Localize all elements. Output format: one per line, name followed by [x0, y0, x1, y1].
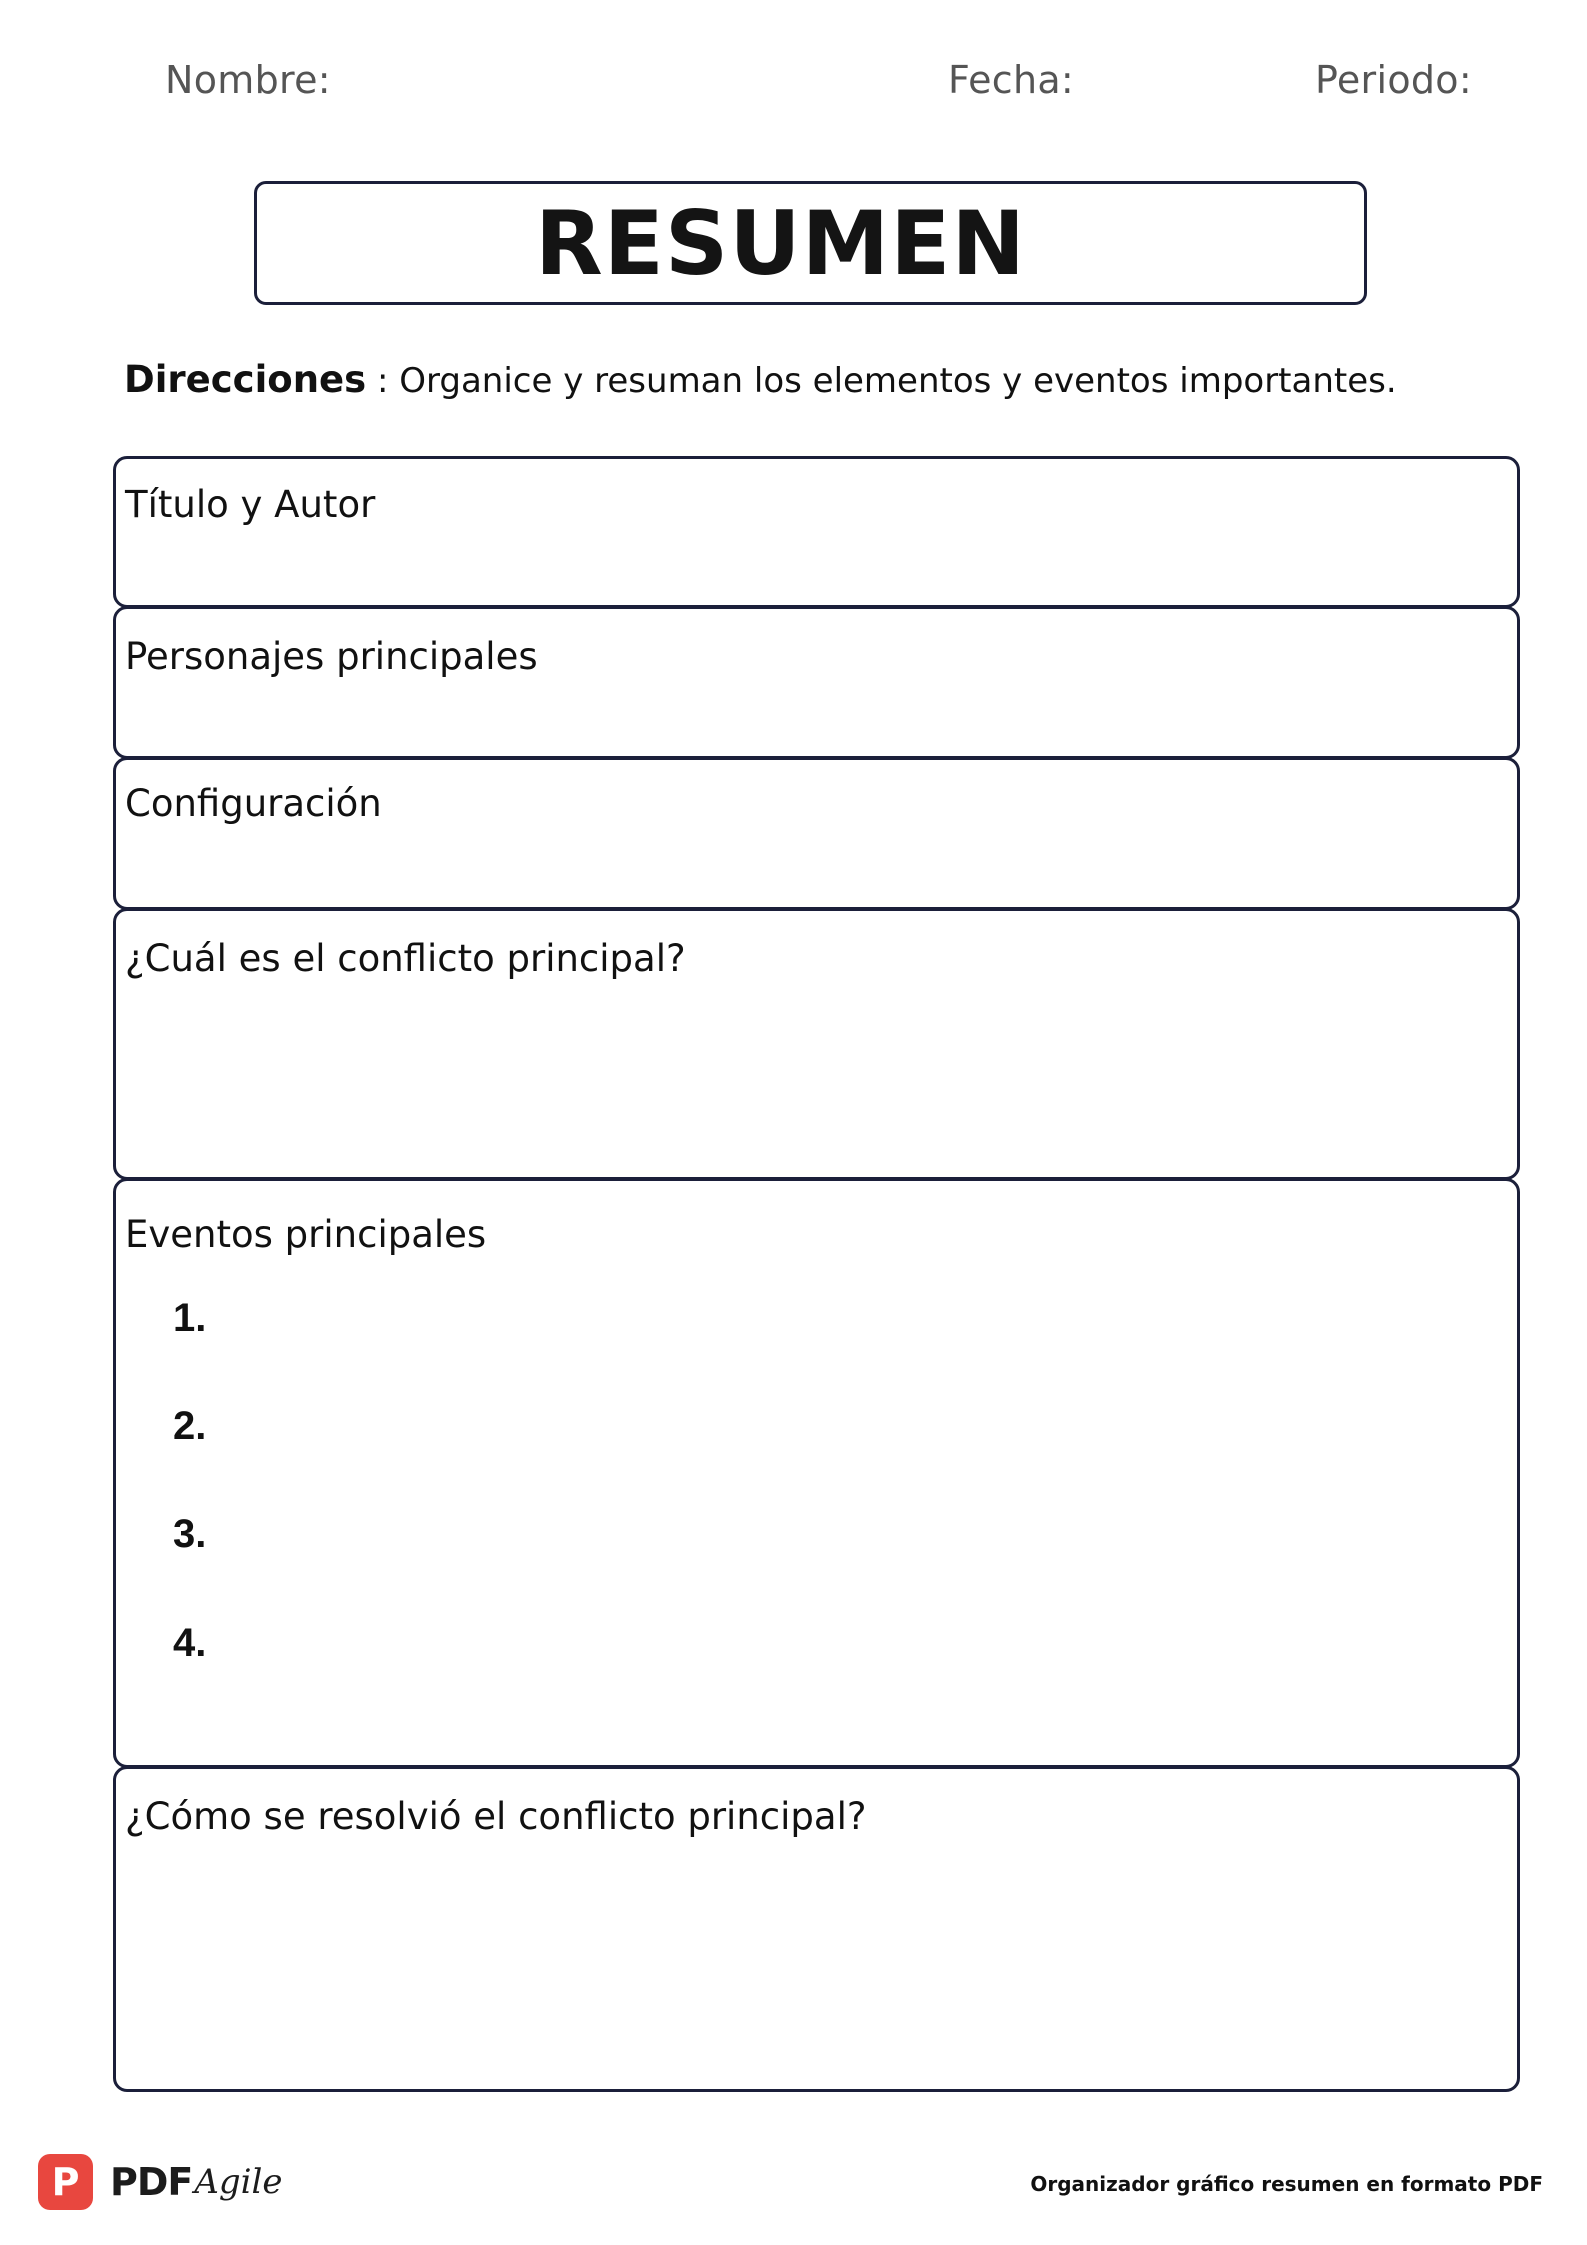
- event-number-2: 2.: [173, 1404, 207, 1448]
- event-number-1: 1.: [173, 1296, 207, 1340]
- periodo-label: Periodo:: [1315, 58, 1472, 102]
- event-number-4: 4.: [173, 1621, 207, 1665]
- logo-text-agile: Agile: [194, 2162, 283, 2202]
- event-number-3: 3.: [173, 1512, 207, 1556]
- section-eventos[interactable]: [113, 1178, 1520, 1768]
- section-label-resolucion: ¿Cómo se resolvió el conflicto principal?: [125, 1795, 867, 1838]
- section-resolucion[interactable]: [113, 1766, 1520, 2092]
- footer-note: Organizador gráfico resumen en formato PDF: [1030, 2172, 1543, 2196]
- title-box: [254, 181, 1367, 305]
- logo-text-pdf: PDF: [110, 2160, 193, 2204]
- directions-text: Organice y resuman los elementos y eventos importantes.: [399, 361, 1397, 401]
- nombre-label: Nombre:: [165, 58, 331, 102]
- header-row: [0, 58, 1587, 118]
- directions-label: Direcciones: [124, 358, 367, 401]
- pdf-agile-logo: [38, 2152, 283, 2212]
- section-titulo-autor[interactable]: [113, 456, 1520, 608]
- page-title: RESUMEN: [534, 191, 1027, 295]
- section-configuracion[interactable]: [113, 757, 1520, 910]
- section-personajes[interactable]: [113, 606, 1520, 759]
- section-label-titulo-autor: Título y Autor: [125, 483, 376, 526]
- section-label-personajes: Personajes principales: [125, 635, 538, 678]
- section-label-conflicto: ¿Cuál es el conflicto principal?: [125, 937, 686, 980]
- section-conflicto[interactable]: [113, 908, 1520, 1180]
- section-label-eventos: Eventos principales: [125, 1213, 487, 1256]
- fecha-label: Fecha:: [948, 58, 1075, 102]
- pdf-agile-logo-icon: P: [38, 2154, 93, 2210]
- directions-separator: :: [366, 361, 400, 401]
- directions: [124, 358, 1397, 401]
- section-label-configuracion: Configuración: [125, 782, 382, 825]
